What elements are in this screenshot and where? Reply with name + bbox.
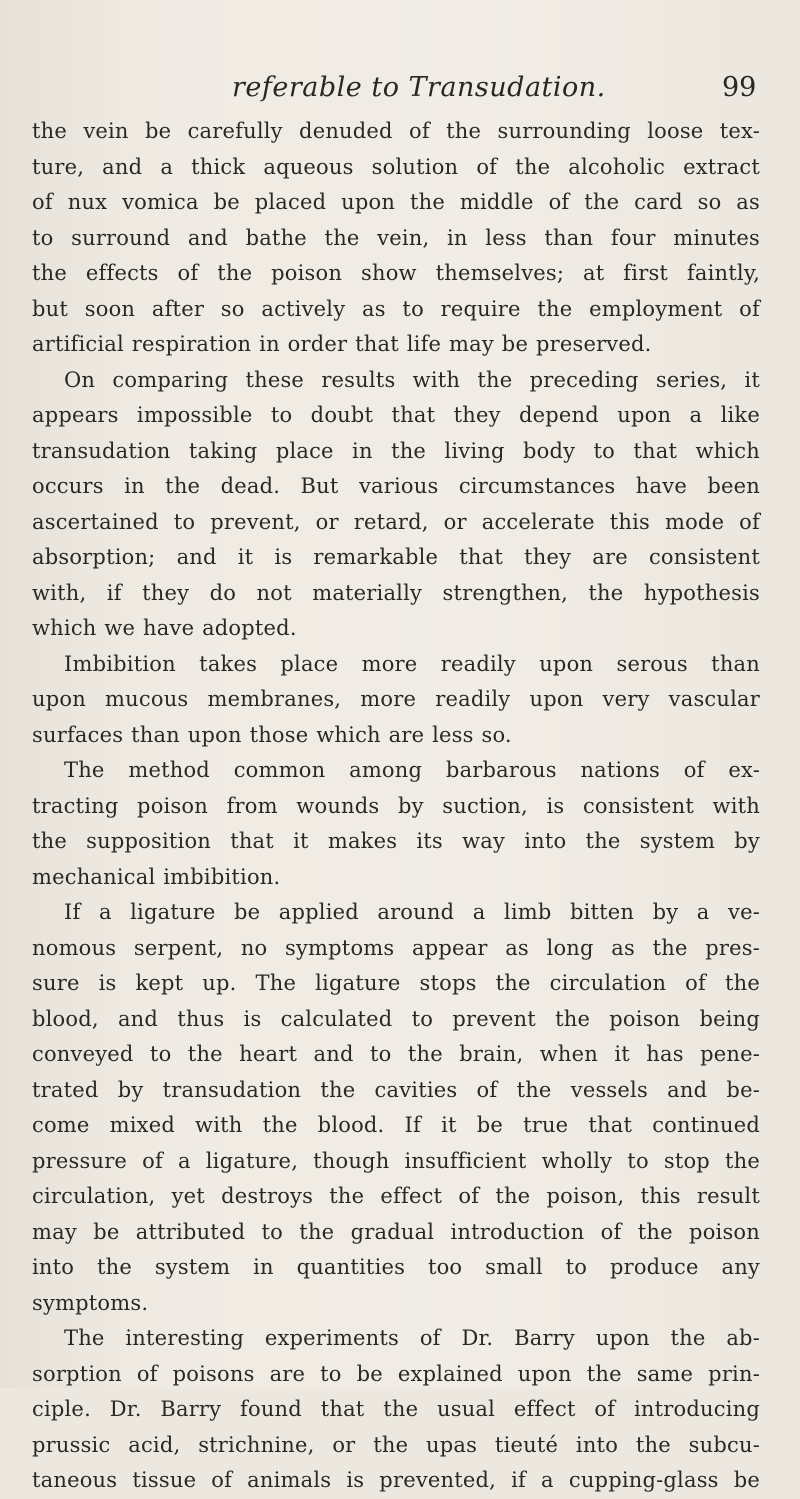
text-line: The interesting experiments of Dr. Barry upon the ab- — [64, 1326, 760, 1350]
text-line: On comparing these results with the preceding series, it — [64, 367, 760, 392]
text-line: absorption; and it is remarkable that they are consistent — [32, 545, 760, 569]
text-line: mechanical imbibition. — [32, 864, 281, 889]
text-line: ture, and a thick aqueous solution of the alcoholic extract — [32, 154, 760, 179]
text-line: the effects of the poison show themselves; at first faintly, — [32, 261, 760, 285]
text-line: ciple. Dr. Barry found that the usual effect of introducing — [32, 1397, 760, 1421]
paragraph-ligature — [32, 895, 760, 1321]
paragraph-comparing-results — [32, 363, 760, 647]
text-line: circulation, yet destroys the effect of the poison, this result — [32, 1184, 760, 1208]
page-header — [0, 72, 800, 112]
text-line: come mixed with the blood. If it be true that continued — [32, 1113, 760, 1137]
text-line: nomous serpent, no symptoms appear as long as the pres- — [32, 935, 760, 960]
text-line: sorption of poisons are to be explained upon the same prin- — [32, 1361, 760, 1386]
text-line: the vein be carefully denuded of the surrounding loose tex- — [32, 119, 760, 143]
running-title: referable to Transudation. — [232, 72, 606, 103]
text-line: with, if they do not materially strengthen, the hypothesis — [32, 580, 760, 605]
text-line: but soon after so actively as to require the employment of — [32, 296, 760, 321]
paragraph-imbibition — [32, 647, 760, 754]
text-line: upon mucous membranes, more readily upon very vascular — [32, 687, 760, 711]
text-line: appears impossible to doubt that they depend upon a like — [32, 403, 760, 427]
text-line: artificial respiration in order that life may be preserved. — [32, 332, 652, 356]
text-line: to surround and bathe the vein, in less than four minutes — [32, 225, 760, 250]
text-line: taneous tissue of animals is prevented, if a cupping-glass be — [32, 1468, 760, 1492]
text-line: conveyed to the heart and to the brain, when it has pene- — [32, 1042, 760, 1066]
text-line: The method common among barbarous nations of ex- — [64, 758, 760, 782]
paragraph-barry-experiments — [32, 1321, 760, 1499]
text-line: the supposition that it makes its way into the system by — [32, 829, 760, 853]
text-line: trated by transudation the cavities of the vessels and be- — [32, 1077, 760, 1102]
text-line: which we have adopted. — [32, 616, 297, 640]
body-text — [32, 114, 760, 1499]
paragraph-suction-method — [32, 753, 760, 895]
text-line: surfaces than upon those which are less so. — [32, 722, 512, 747]
text-line: pressure of a ligature, though insufficient wholly to stop the — [32, 1148, 760, 1173]
text-line: of nux vomica be placed upon the middle of the card so as — [32, 190, 760, 214]
paragraph-continuation — [32, 114, 760, 363]
text-line: into the system in quantities too small to produce any — [32, 1255, 760, 1279]
text-line: prussic acid, strichnine, or the upas tieuté into the subcu- — [32, 1432, 760, 1457]
text-line: blood, and thus is calculated to prevent the poison being — [32, 1006, 760, 1031]
text-line: occurs in the dead. But various circumstances have been — [32, 474, 760, 498]
text-line: Imbibition takes place more readily upon serous than — [64, 651, 760, 676]
text-line: may be attributed to the gradual introduction of the poison — [32, 1219, 760, 1244]
page-number: 99 — [722, 72, 757, 103]
text-line: ascertained to prevent, or retard, or accelerate this mode of — [32, 509, 760, 534]
text-line: transudation taking place in the living body to that which — [32, 438, 760, 463]
text-line: If a ligature be applied around a limb bitten by a ve- — [64, 900, 760, 924]
text-line: tracting poison from wounds by suction, is consistent with — [32, 793, 760, 818]
text-line: sure is kept up. The ligature stops the circulation of the — [32, 971, 760, 995]
text-line: symptoms. — [32, 1290, 149, 1315]
